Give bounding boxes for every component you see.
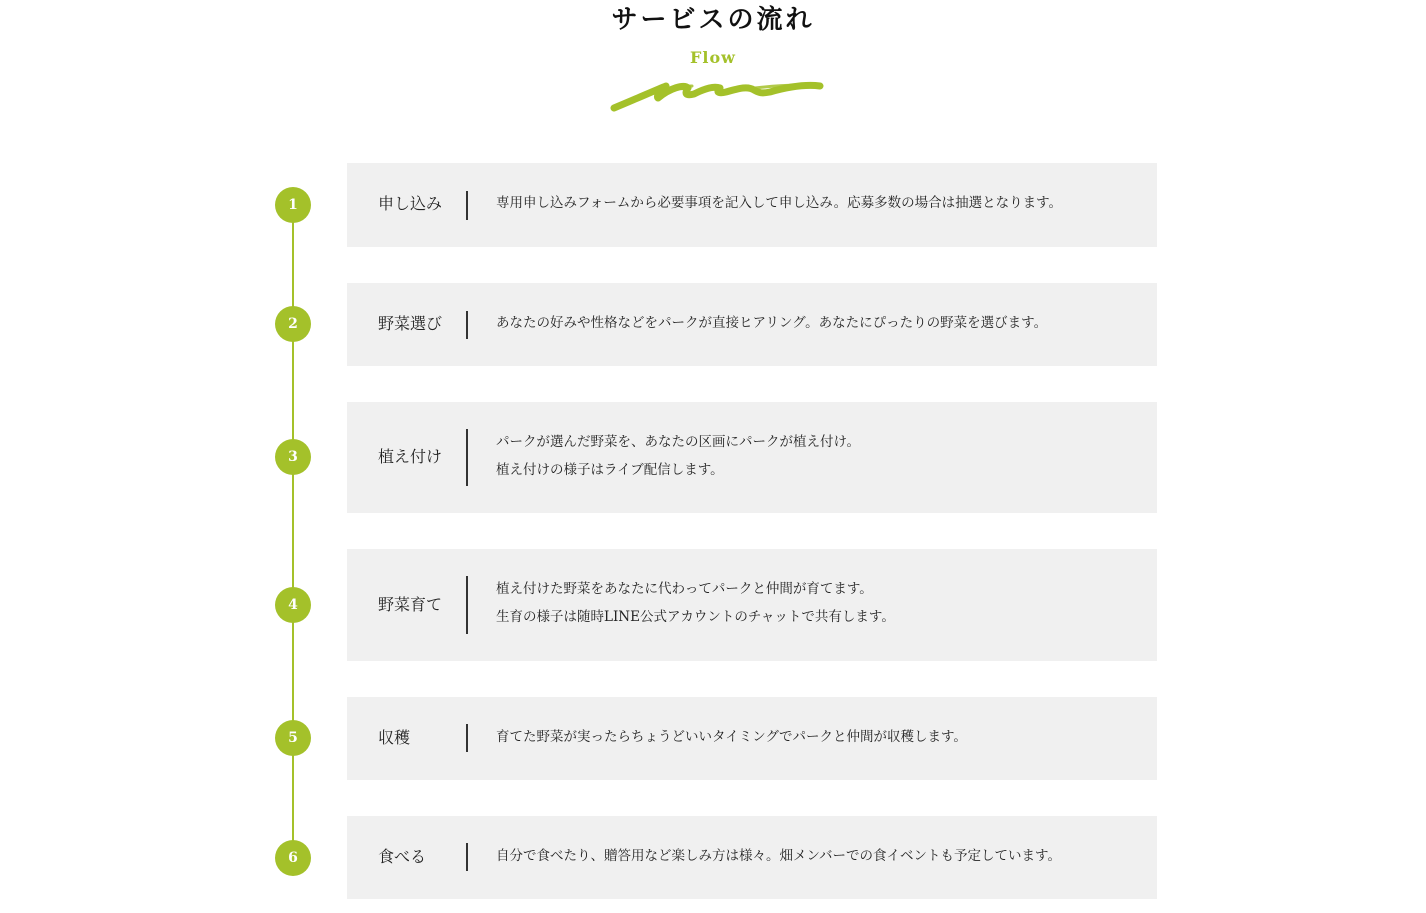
- step-number-badge: 3: [275, 439, 311, 475]
- step-divider: [466, 429, 468, 486]
- step-description-line: 自分で食べたり、贈答用など楽しみ方は様々。畑メンバーでの食イベントも予定しています。: [496, 848, 1061, 864]
- step-label: 申し込み: [378, 194, 443, 213]
- step-description-line: 植え付けた野菜をあなたに代わってパークと仲間が育てます。: [496, 581, 873, 597]
- step-label: 野菜育て: [378, 595, 443, 614]
- step-label: 食べる: [378, 847, 427, 866]
- step-card: [347, 283, 1157, 366]
- step-description-line: 育てた野菜が実ったらちょうどいいタイミングでパークと仲間が収穫します。: [496, 729, 967, 745]
- step-description: [496, 723, 1136, 751]
- section-title: サービスの流れ: [611, 5, 815, 35]
- step-description-line: 生育の様子は随時LINE公式アカウントのチャットで共有します。: [496, 609, 895, 625]
- step-number-badge: 6: [275, 840, 311, 876]
- step-number-badge: 1: [275, 187, 311, 223]
- section-subtitle: Flow: [690, 48, 736, 67]
- step-card: [347, 697, 1157, 780]
- step-description: [496, 428, 1136, 484]
- step-number-badge: 4: [275, 587, 311, 623]
- step-description-line: 専用申し込みフォームから必要事項を記入して申し込み。応募多数の場合は抽選となります。: [496, 195, 1063, 211]
- timeline-line: [292, 204, 294, 858]
- step-divider: [466, 724, 468, 752]
- step-description-line: あなたの好みや性格などをパークが直接ヒアリング。あなたにぴったりの野菜を選びます。: [496, 315, 1048, 331]
- step-description: [496, 842, 1136, 870]
- step-description: [496, 575, 1136, 631]
- step-description-line: 植え付けの様子はライブ配信します。: [496, 462, 724, 478]
- step-description: [496, 309, 1136, 337]
- step-card: [347, 549, 1157, 661]
- step-divider: [466, 311, 468, 339]
- step-card: [347, 163, 1157, 247]
- step-divider: [466, 843, 468, 871]
- step-number-badge: 2: [275, 306, 311, 342]
- step-description: [496, 189, 1136, 217]
- step-card: [347, 402, 1157, 513]
- step-description-line: パークが選んだ野菜を、あなたの区画にパークが植え付け。: [496, 434, 860, 450]
- step-label: 野菜選び: [378, 314, 443, 333]
- step-label: 植え付け: [378, 447, 443, 466]
- step-label: 収穫: [378, 728, 411, 747]
- step-number-badge: 5: [275, 720, 311, 756]
- step-divider: [466, 576, 468, 634]
- step-card: [347, 816, 1157, 899]
- step-divider: [466, 191, 468, 220]
- brush-stroke-decoration: [608, 78, 824, 114]
